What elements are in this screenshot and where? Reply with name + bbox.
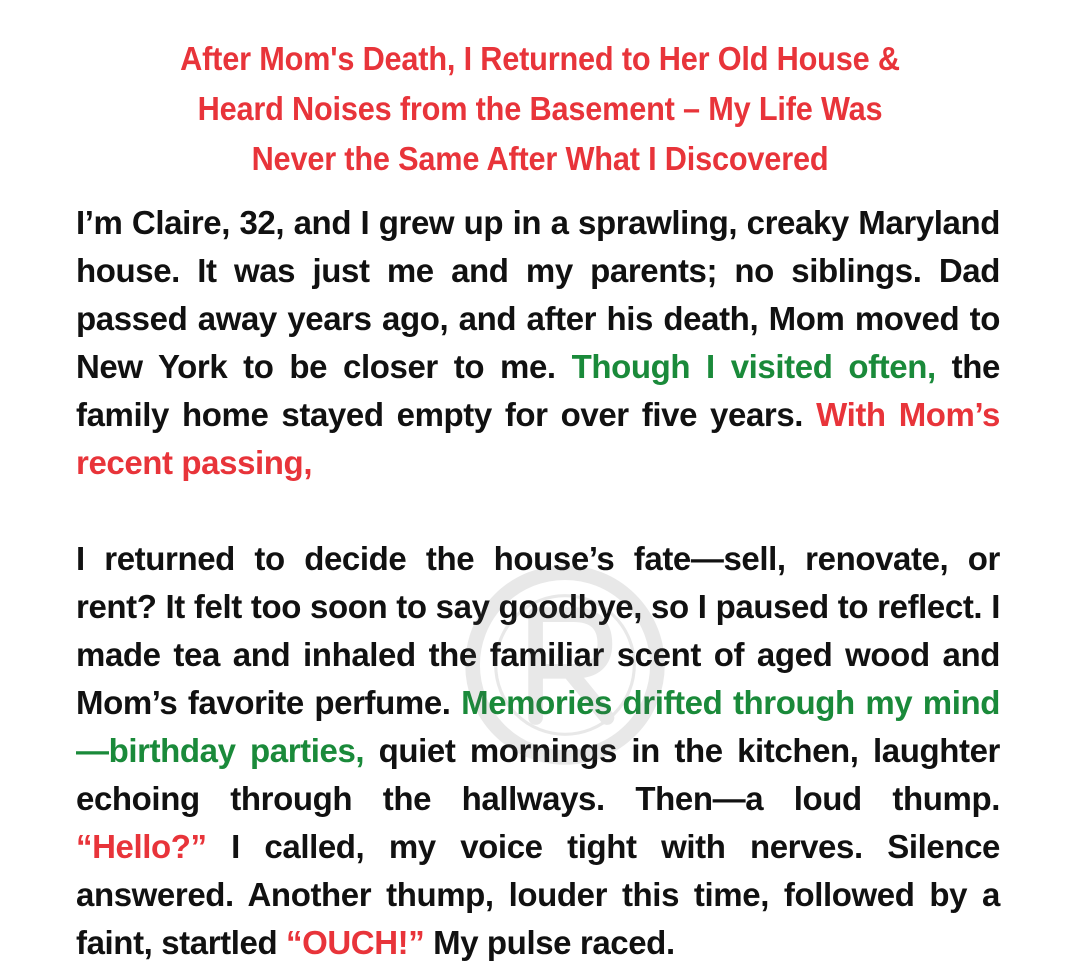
- title-line-2: Heard Noises from the Basement – My Life Was: [197, 90, 883, 127]
- story-paragraph-2: [76, 535, 1000, 967]
- paragraph-2-red-ouch: “OUCH!”: [285, 924, 425, 961]
- title-line-3: Never the Same After What I Discovered: [251, 140, 829, 177]
- story-paragraph-1: [76, 199, 1000, 487]
- paragraph-1-text-a: I’m Claire, 32, and I grew up in a sprawling, creaky Maryland house. It was just me and my parents; no siblings. Dad passed away years ago, and after his death, Mom moved to New York to be closer to me.: [76, 204, 1000, 385]
- paragraph-2-green-highlight: Memories drifted through my mind—birthday parties,: [76, 684, 1001, 769]
- title-line-1: After Mom's Death, I Returned to Her Old House &: [180, 40, 900, 77]
- article-title: [75, 34, 1005, 184]
- paragraph-1-green-highlight: Though I visited often,: [571, 348, 936, 385]
- paragraph-1-text-b: the family home stayed empty for over five years.: [76, 348, 1000, 433]
- paragraph-1-red-highlight: With Mom’s recent passing,: [76, 396, 1000, 481]
- paragraph-2-text-c: I called, my voice tight with nerves. Silence answered. Another thump, louder this time, followed by a faint, startled: [76, 828, 1000, 961]
- paragraph-2-text-b: quiet mornings in the kitchen, laughter echoing through the hallways. Then—a loud thump.: [76, 732, 1000, 817]
- paragraph-2-text-a: I returned to decide the house’s fate—sell, renovate, or rent? It felt too soon to say goodbye, so I paused to reflect. I made tea and inhaled the familiar scent of aged wood and Mom’s favorite perfume.: [76, 540, 1000, 721]
- paragraph-2-red-hello: “Hello?”: [76, 828, 207, 865]
- paragraph-2-text-d: My pulse raced.: [424, 924, 675, 961]
